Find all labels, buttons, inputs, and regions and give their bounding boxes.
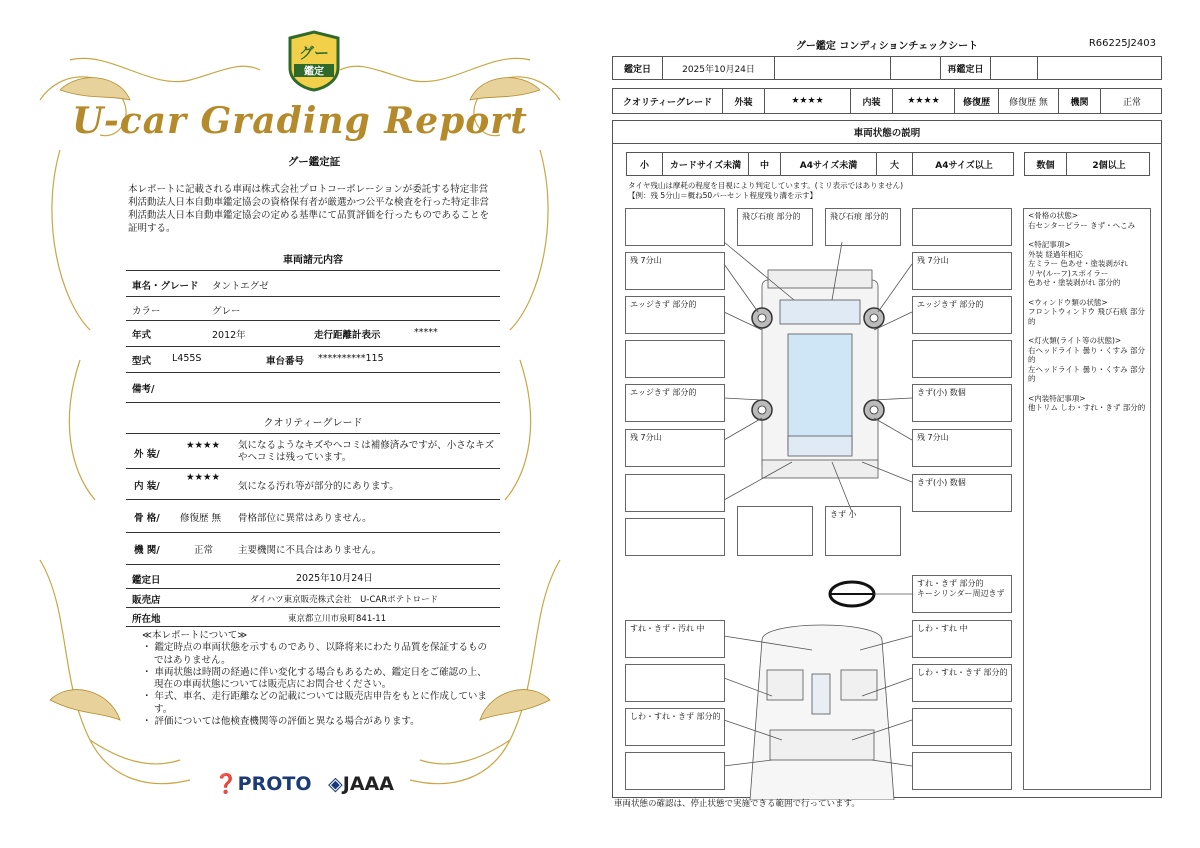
note-item: ・ 年式、車名、走行距離などの記載については販売店申告をもとに作成しています。 (142, 691, 487, 715)
goo-appraisal-seal-icon (284, 30, 344, 92)
frame-label: 骨 格/ (134, 513, 160, 524)
memo-line: 外装 経過年相応 (1028, 249, 1083, 259)
size-large-label: 大 (877, 153, 913, 175)
report-title: U-car Grading Report (72, 100, 528, 142)
steering-box (912, 575, 1012, 613)
date-label: 鑑定日 (132, 575, 161, 586)
state-heading: 車両状態の説明 (612, 120, 1162, 144)
exterior-label: 外 装/ (134, 449, 160, 460)
memo-line: リヤ(ルーフ)スポイラー (1028, 268, 1109, 278)
mileage-value: ***** (414, 327, 438, 338)
sheet-exterior-label: 外装 (723, 89, 765, 113)
exterior-text: 気になるようなキズやヘコミは補修済みですが、小さなキズやヘコミは残っています。 (238, 440, 495, 463)
sheet-footer-note: 車両状態の確認は、停止状態で実施できる範囲で行っています。 (614, 799, 860, 809)
quality-row (612, 88, 1162, 114)
sheet-code: R66225J2403 (1088, 38, 1156, 49)
address-value: 東京都立川市泉町841-11 (288, 614, 387, 624)
tire-legend (628, 181, 903, 200)
date-row (612, 56, 1162, 80)
engine-value: 正常 (194, 545, 214, 556)
memo-line: <ウィンドウ類の状態> (1028, 297, 1108, 307)
specs-heading: 車両諸元内容 (283, 255, 343, 266)
date-value: 2025年10月24日 (296, 573, 373, 584)
tire-box: 残 7分山 (912, 252, 1012, 290)
interior-text: 気になる汚れ等が部分的にあります。 (238, 481, 399, 492)
damage-box: 飛び石痕 部分的 (825, 208, 901, 246)
memo-line: <灯火類(ライト等の状態)> (1028, 336, 1122, 345)
year-value: 2012年 (212, 330, 246, 341)
frame-value: 修復歴 無 (180, 513, 222, 524)
memo-line: 他トリム しわ・すれ・きず 部分的 (1028, 403, 1146, 412)
dealer-value: ダイハツ東京販売株式会社 U-CARポテトロード (250, 595, 439, 605)
steering-note: キーシリンダー周辺きず (917, 589, 1005, 598)
sheet-engine-label: 機関 (1059, 89, 1101, 113)
tire-box: 残 7分山 (912, 429, 1012, 467)
count-label: 数個 (1025, 153, 1067, 175)
interior-box: しわ・すれ 中 (912, 620, 1012, 658)
damage-box: きず 小 (825, 506, 901, 556)
sheet-history-label: 修復歴 (955, 89, 999, 113)
memo-line: 右ヘッドライト 曇り・くすみ 部分的 (1028, 345, 1146, 364)
sheet-date-value: 2025年10月24日 (663, 57, 775, 79)
damage-box: 飛び石痕 部分的 (737, 208, 813, 246)
note-item: ・ 車両状態は時間の経過に伴い変化する場合もあるため、鑑定日をご確認の上、現在の車両状態については販売店にお問合せください。 (142, 666, 487, 691)
damage-box: エッジきず 部分的 (625, 384, 725, 422)
size-small-label: 小 (627, 153, 663, 175)
proto-logo-icon: ❓ (214, 773, 238, 795)
address-label: 所在地 (132, 614, 161, 625)
quality-heading: クオリティーグレード (263, 418, 363, 429)
proto-logo: PROTO (237, 773, 312, 795)
tire-box: 残 7分山 (625, 429, 725, 467)
interior-box: しわ・すれ・きず 部分的 (912, 664, 1012, 702)
engine-label: 機 関/ (134, 545, 160, 556)
name-value: タントエグゼ (212, 281, 269, 292)
sheet-title: グー鑑定 コンディションチェックシート (795, 41, 979, 52)
steering-note: すれ・きず 部分的 (917, 579, 984, 588)
sheet-engine-value: 正常 (1122, 97, 1141, 108)
engine-text: 主要機関に不具合はありません。 (238, 545, 382, 556)
memo-line: <内装特記事項> (1028, 393, 1086, 403)
remarks-label: 備考/ (132, 384, 155, 395)
size-large-desc: A4サイズ以上 (935, 160, 993, 171)
memo-panel (1023, 208, 1151, 790)
size-mid-label: 中 (749, 153, 781, 175)
memo-line: 左ヘッドライト 曇り・くすみ 部分的 (1028, 364, 1146, 383)
note-item: ・ 鑑定時点の車両状態を示すものであり、以降将来にわたり品質を保証するものではありません。 (142, 642, 488, 666)
jaaa-logo: JAAA (342, 773, 394, 795)
reeval-label: 再鑑定日 (941, 57, 991, 79)
mileage-label: 走行距離計表示 (314, 330, 381, 341)
damage-box: エッジきず 部分的 (912, 296, 1012, 334)
model-value: L455S (172, 353, 202, 364)
svg-text:グー: グー (298, 44, 330, 62)
interior-label: 内 装/ (134, 481, 160, 492)
damage-box: きず(小) 数個 (912, 474, 1012, 512)
exterior-stars: ★★★★ (186, 440, 221, 451)
tire-box: 残 7分山 (625, 252, 725, 290)
memo-line: 左ミラー 色あせ・塗装剥がれ (1028, 259, 1128, 268)
color-label: カラー (132, 306, 161, 317)
memo-line: 色あせ・塗装剥がれ 部分的 (1028, 278, 1121, 287)
size-small-desc: カードサイズ未満 (663, 153, 749, 175)
memo-line: フロントウィンドウ 飛び石痕 部分的 (1028, 307, 1145, 326)
color-value: グレー (212, 306, 241, 317)
count-legend (1024, 152, 1150, 176)
sheet-history-value: 修復歴 無 (999, 89, 1059, 113)
sheet-interior-stars: ★★★★ (893, 89, 955, 113)
quality-grade-label: クオリティーグレード (613, 89, 723, 113)
memo-line: <特記事項> (1028, 240, 1071, 249)
report-notes (142, 630, 492, 728)
name-label: 車名・グレード (132, 281, 199, 292)
certificate-subtitle: グー鑑定証 (287, 156, 341, 168)
interior-box: すれ・きず・汚れ 中 (625, 620, 725, 658)
dealer-label: 販売店 (132, 595, 161, 606)
interior-stars: ★★★★ (186, 472, 221, 483)
sheet-exterior-stars: ★★★★ (765, 89, 851, 113)
chassis-label: 車台番号 (266, 356, 305, 367)
certificate-intro: 本レポートに記載される車両は株式会社プロトコーポレーションが委託する特定非営利活動法人日本自動車鑑定協会の資格保有者が厳選かつ公平な検査を行った特定非営利活動法人日本自動車鑑定協会の定める基準にて品質評価を行ったものであることを証明する。 (128, 184, 490, 234)
frame-text: 骨格部位に異常はありません。 (238, 513, 372, 524)
model-label: 型式 (132, 356, 152, 367)
size-mid-desc: A4サイズ未満 (781, 153, 877, 175)
damage-box: エッジきず 部分的 (625, 296, 725, 334)
svg-text:鑑定: 鑑定 (304, 66, 324, 78)
damage-box: きず(小) 数個 (912, 384, 1012, 422)
memo-line: <骨格の状態> (1028, 211, 1079, 220)
interior-box: しわ・すれ・きず 部分的 (625, 708, 725, 746)
count-value: 2個以上 (1092, 160, 1126, 171)
notes-heading: ≪本レポートについて≫ (142, 630, 248, 641)
size-legend (626, 152, 1014, 176)
jaaa-logo-icon: ◈ (328, 773, 343, 795)
sheet-interior-label: 内装 (851, 89, 893, 113)
sheet-date-label: 鑑定日 (613, 57, 663, 79)
memo-line: 右センターピラー きず・へこみ (1028, 220, 1136, 230)
tire-legend-line: タイヤ残山は摩耗の程度を目視により判定しています。(ミリ表示ではありません) (628, 181, 904, 190)
year-label: 年式 (132, 330, 152, 341)
note-item: ・ 評価については他検査機関等の評価と異なる場合があります。 (142, 716, 420, 728)
footer-logos (214, 772, 394, 795)
chassis-value: **********115 (318, 353, 384, 364)
tire-legend-example: 【例：残 5分山＝概ね50パーセント程度残り溝を示す】 (628, 190, 818, 200)
